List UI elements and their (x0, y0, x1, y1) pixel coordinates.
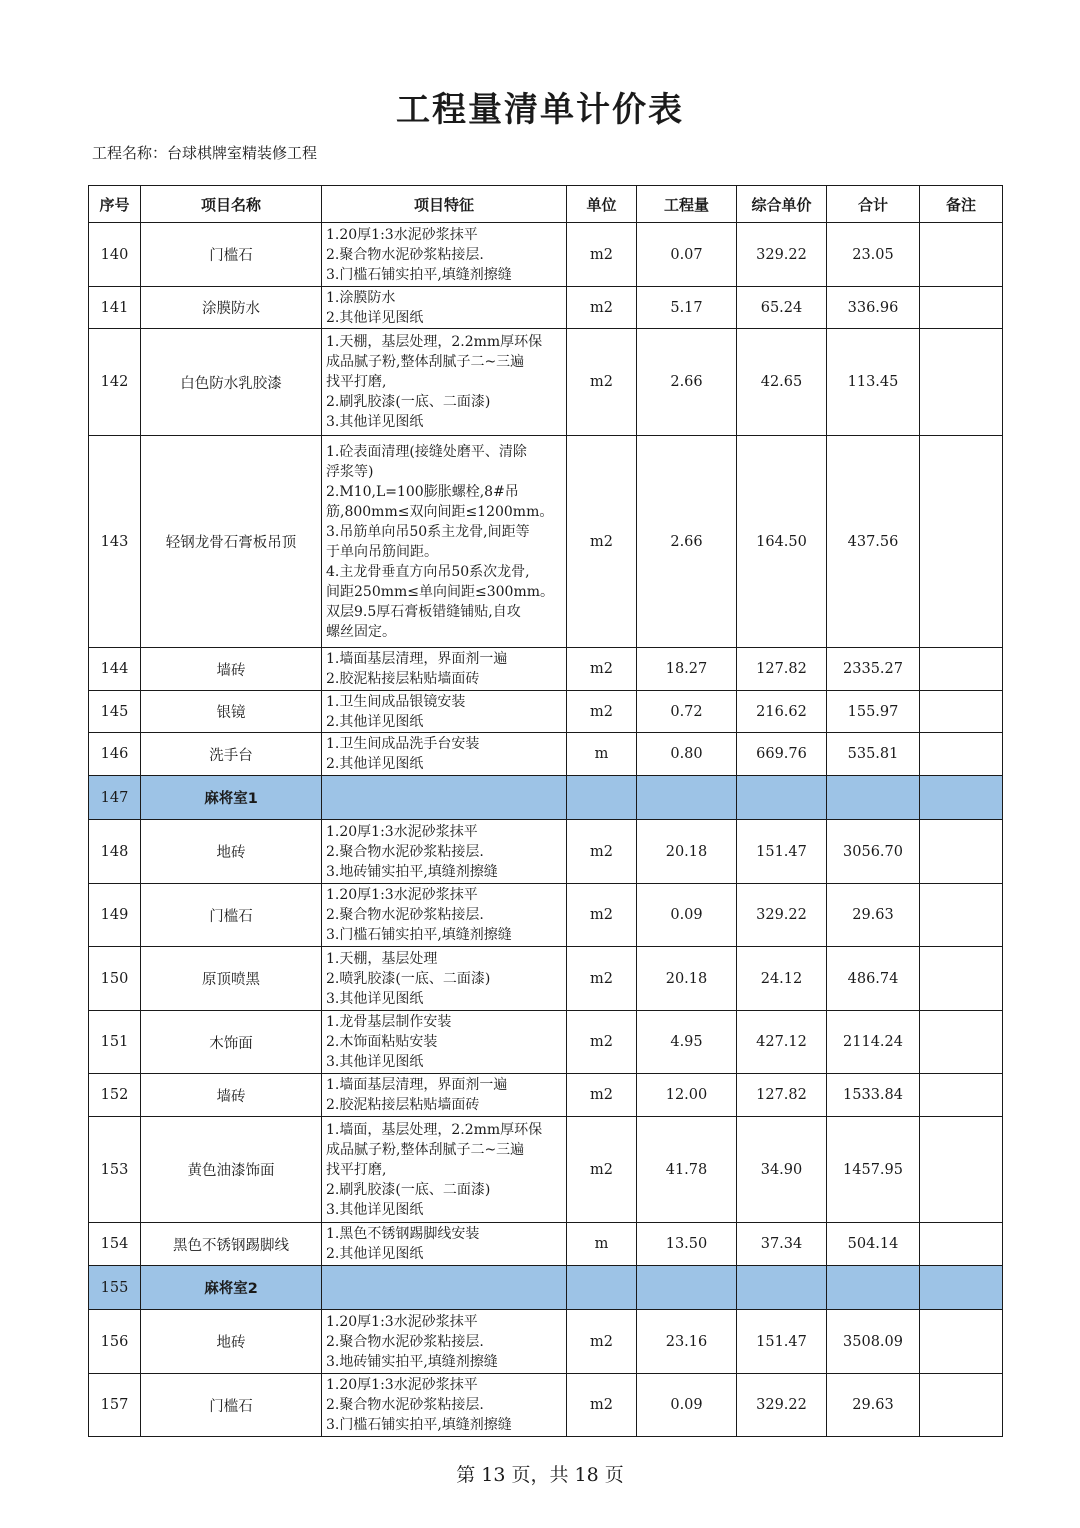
cell-no: 145 (89, 691, 141, 733)
cell-note (920, 733, 1003, 776)
header-no: 序号 (89, 186, 141, 223)
header-features: 项目特征 (322, 186, 567, 223)
cell-note (920, 1266, 1003, 1310)
cell-price: 151.47 (737, 1310, 827, 1374)
cell-unit: m2 (567, 691, 637, 733)
table-row (89, 947, 1003, 1011)
cell-name: 木饰面 (141, 1011, 322, 1074)
table-row (89, 820, 1003, 884)
cell-unit: m2 (567, 884, 637, 947)
cell-features (322, 947, 567, 1011)
cell-unit: m2 (567, 820, 637, 884)
cell-name: 门槛石 (141, 1374, 322, 1437)
feature-line: 3.门槛石铺实拍平,填缝剂擦缝 (326, 927, 512, 943)
cell-features (322, 1310, 567, 1374)
cell-no: 155 (89, 1266, 141, 1310)
cell-unit: m (567, 1223, 637, 1266)
cell-features (322, 329, 567, 436)
feature-line: 成品腻子粉,整体刮腻子二~三遍 (326, 1141, 525, 1158)
feature-line: 3.吊筋单向吊50系主龙骨,间距等 (326, 523, 530, 540)
feature-line: 3.其他详见图纸 (326, 990, 424, 1007)
cell-name: 墙砖 (141, 1074, 322, 1117)
cell-qty (637, 776, 737, 820)
cell-features (322, 1011, 567, 1074)
cell-qty: 5.17 (637, 287, 737, 329)
cell-features (322, 1266, 567, 1310)
cell-no: 148 (89, 820, 141, 884)
cell-qty: 2.66 (637, 436, 737, 648)
table-body (89, 223, 1003, 1437)
feature-line: 3.门槛石铺实拍平,填缝剂擦缝 (326, 1417, 512, 1433)
cell-total: 3508.09 (827, 1310, 920, 1374)
cell-unit: m2 (567, 436, 637, 648)
feature-line: 2.聚合物水泥砂浆粘接层. (326, 843, 484, 860)
feature-line: 螺丝固定。 (326, 623, 396, 640)
cell-features (322, 436, 567, 648)
feature-line: 1.20厚1:3水泥砂浆抹平 (326, 1377, 478, 1393)
feature-line: 1.墙面基层清理，界面剂一遍 (326, 651, 508, 667)
cell-qty: 13.50 (637, 1223, 737, 1266)
cell-features (322, 820, 567, 884)
feature-line: 1.天棚，基层处理，2.2mm厚环保 (326, 334, 543, 350)
header-price: 综合单价 (737, 186, 827, 223)
cell-unit: m2 (567, 329, 637, 436)
cell-name: 洗手台 (141, 733, 322, 776)
feature-line: 3.地砖铺实拍平,填缝剂擦缝 (326, 863, 498, 880)
table-header-row (89, 186, 1003, 223)
feature-line: 1.砼表面清理(接缝处磨平、清除 (326, 443, 527, 460)
cell-unit: m2 (567, 223, 637, 287)
feature-line: 2.胶泥粘接层粘贴墙面砖 (326, 1097, 480, 1113)
cell-total: 336.96 (827, 287, 920, 329)
cell-price (737, 776, 827, 820)
header-name: 项目名称 (141, 186, 322, 223)
cell-price: 164.50 (737, 436, 827, 648)
cell-price: 65.24 (737, 287, 827, 329)
cell-no: 152 (89, 1074, 141, 1117)
cell-no: 144 (89, 648, 141, 691)
header-qty: 工程量 (637, 186, 737, 223)
cell-no: 142 (89, 329, 141, 436)
cell-qty: 0.09 (637, 884, 737, 947)
table-row (89, 884, 1003, 947)
feature-line: 1.20厚1:3水泥砂浆抹平 (326, 1313, 478, 1330)
table-row (89, 1074, 1003, 1117)
cell-note (920, 691, 1003, 733)
cell-price: 42.65 (737, 329, 827, 436)
cell-total (827, 1266, 920, 1310)
cell-note (920, 223, 1003, 287)
cell-total: 23.05 (827, 223, 920, 287)
cell-no: 146 (89, 733, 141, 776)
cell-total: 535.81 (827, 733, 920, 776)
cell-total: 504.14 (827, 1223, 920, 1266)
cell-qty: 2.66 (637, 329, 737, 436)
cell-features (322, 691, 567, 733)
cell-qty: 0.09 (637, 1374, 737, 1437)
table-row (89, 691, 1003, 733)
cell-features (322, 648, 567, 691)
cell-name: 门槛石 (141, 884, 322, 947)
cell-unit: m2 (567, 648, 637, 691)
cell-name: 麻将室2 (141, 1266, 322, 1310)
page-title: 工程量清单计价表 (396, 90, 684, 130)
table-row (89, 1117, 1003, 1223)
cell-price: 329.22 (737, 223, 827, 287)
table-row (89, 733, 1003, 776)
cell-unit: m2 (567, 1117, 637, 1223)
cell-note (920, 1011, 1003, 1074)
cell-note (920, 648, 1003, 691)
cell-name: 地砖 (141, 1310, 322, 1374)
cell-qty: 18.27 (637, 648, 737, 691)
cell-unit: m2 (567, 287, 637, 329)
feature-line: 1.卫生间成品洗手台安装 (326, 736, 480, 752)
cell-no: 151 (89, 1011, 141, 1074)
cell-total: 1533.84 (827, 1074, 920, 1117)
feature-line: 浮浆等) (326, 463, 374, 480)
table-row (89, 1011, 1003, 1074)
cell-qty: 4.95 (637, 1011, 737, 1074)
cell-no: 141 (89, 287, 141, 329)
cell-total: 113.45 (827, 329, 920, 436)
feature-line: 4.主龙骨垂直方向吊50系次龙骨, (326, 563, 530, 580)
feature-line: 于单向吊筋间距。 (326, 543, 438, 560)
cell-price: 24.12 (737, 947, 827, 1011)
table-row (89, 436, 1003, 648)
cell-name: 黑色不锈钢踢脚线 (141, 1223, 322, 1266)
cell-price: 37.34 (737, 1223, 827, 1266)
feature-line: 1.20厚1:3水泥砂浆抹平 (326, 887, 478, 903)
table-row (89, 329, 1003, 436)
feature-line: 3.其他详见图纸 (326, 1201, 424, 1218)
bill-of-quantities-table (88, 185, 1003, 1437)
cell-total: 155.97 (827, 691, 920, 733)
cell-total: 1457.95 (827, 1117, 920, 1223)
cell-price: 216.62 (737, 691, 827, 733)
cell-note (920, 1310, 1003, 1374)
feature-line: 2.聚合物水泥砂浆粘接层. (326, 907, 484, 923)
cell-note (920, 1117, 1003, 1223)
feature-line: 3.地砖铺实拍平,填缝剂擦缝 (326, 1353, 498, 1370)
cell-name: 银镜 (141, 691, 322, 733)
cell-total: 486.74 (827, 947, 920, 1011)
cell-no: 150 (89, 947, 141, 1011)
cell-qty (637, 1266, 737, 1310)
cell-no: 157 (89, 1374, 141, 1437)
table-row (89, 648, 1003, 691)
cell-name: 门槛石 (141, 223, 322, 287)
feature-line: 2.聚合物水泥砂浆粘接层. (326, 1333, 484, 1350)
cell-features (322, 733, 567, 776)
cell-features (322, 1374, 567, 1437)
cell-qty: 12.00 (637, 1074, 737, 1117)
cell-price: 329.22 (737, 884, 827, 947)
table-row (89, 1310, 1003, 1374)
feature-line: 2.其他详见图纸 (326, 1246, 424, 1262)
cell-unit: m2 (567, 1011, 637, 1074)
feature-line: 1.20厚1:3水泥砂浆抹平 (326, 823, 478, 840)
feature-line: 2.胶泥粘接层粘贴墙面砖 (326, 671, 480, 687)
feature-line: 2.喷乳胶漆(一底、二面漆) (326, 970, 491, 987)
feature-line: 1.墙面基层清理，界面剂一遍 (326, 1077, 508, 1093)
cell-note (920, 287, 1003, 329)
cell-name: 白色防水乳胶漆 (141, 329, 322, 436)
feature-line: 2.聚合物水泥砂浆粘接层. (326, 246, 484, 263)
cell-note (920, 776, 1003, 820)
cell-features (322, 1117, 567, 1223)
feature-line: 间距250mm≤单向间距≤300mm。 (326, 583, 555, 600)
feature-line: 1.墙面，基层处理，2.2mm厚环保 (326, 1121, 543, 1138)
feature-line: 2.刷乳胶漆(一底、二面漆) (326, 394, 491, 410)
section-row (89, 776, 1003, 820)
cell-features (322, 884, 567, 947)
feature-line: 1.龙骨基层制作安装 (326, 1014, 452, 1030)
cell-name: 轻钢龙骨石膏板吊顶 (141, 436, 322, 648)
cell-unit: m2 (567, 1074, 637, 1117)
cell-price: 127.82 (737, 1074, 827, 1117)
feature-line: 2.木饰面粘贴安装 (326, 1034, 438, 1050)
cell-name: 麻将室1 (141, 776, 322, 820)
table-row (89, 223, 1003, 287)
cell-qty: 0.80 (637, 733, 737, 776)
cell-name: 墙砖 (141, 648, 322, 691)
header-unit: 单位 (567, 186, 637, 223)
feature-line: 2.刷乳胶漆(一底、二面漆) (326, 1181, 491, 1198)
cell-note (920, 884, 1003, 947)
cell-unit: m2 (567, 1310, 637, 1374)
cell-name: 黄色油漆饰面 (141, 1117, 322, 1223)
cell-features (322, 776, 567, 820)
cell-total: 437.56 (827, 436, 920, 648)
cell-features (322, 1074, 567, 1117)
header-total: 合计 (827, 186, 920, 223)
cell-no: 154 (89, 1223, 141, 1266)
page-footer: 第 13 页，共 18 页 (456, 1464, 624, 1486)
cell-note (920, 436, 1003, 648)
cell-note (920, 947, 1003, 1011)
feature-line: 3.其他详见图纸 (326, 1054, 424, 1070)
cell-unit: m2 (567, 947, 637, 1011)
cell-total: 29.63 (827, 1374, 920, 1437)
feature-line: 2.其他详见图纸 (326, 309, 424, 326)
cell-note (920, 1374, 1003, 1437)
cell-qty: 20.18 (637, 947, 737, 1011)
feature-line: 筋,800mm≤双向间距≤1200mm。 (326, 503, 554, 520)
table-row (89, 287, 1003, 329)
feature-line: 2.其他详见图纸 (326, 756, 424, 772)
cell-total: 2114.24 (827, 1011, 920, 1074)
cell-features (322, 1223, 567, 1266)
cell-note (920, 1223, 1003, 1266)
feature-line: 成品腻子粉,整体刮腻子二~三遍 (326, 354, 525, 370)
cell-no: 153 (89, 1117, 141, 1223)
cell-unit (567, 1266, 637, 1310)
cell-price: 151.47 (737, 820, 827, 884)
feature-line: 1.天棚，基层处理 (326, 950, 438, 967)
table-row (89, 1223, 1003, 1266)
cell-name: 原顶喷黑 (141, 947, 322, 1011)
cell-name: 地砖 (141, 820, 322, 884)
feature-line: 3.其他详见图纸 (326, 414, 424, 430)
cell-qty: 20.18 (637, 820, 737, 884)
feature-line: 双层9.5厚石膏板错缝铺贴,自攻 (326, 603, 521, 620)
feature-line: 1.20厚1:3水泥砂浆抹平 (326, 226, 478, 243)
cell-name: 涂膜防水 (141, 287, 322, 329)
cell-no: 140 (89, 223, 141, 287)
cell-qty: 41.78 (637, 1117, 737, 1223)
cell-price (737, 1266, 827, 1310)
cell-note (920, 1074, 1003, 1117)
table-row (89, 1374, 1003, 1437)
feature-line: 找平打磨, (326, 374, 387, 390)
feature-line: 2.M10,L=100膨胀螺栓,8#吊 (326, 483, 519, 500)
cell-unit: m2 (567, 1374, 637, 1437)
cell-no: 156 (89, 1310, 141, 1374)
cell-qty: 23.16 (637, 1310, 737, 1374)
header-note: 备注 (920, 186, 1003, 223)
cell-unit (567, 776, 637, 820)
cell-total: 3056.70 (827, 820, 920, 884)
cell-no: 143 (89, 436, 141, 648)
cell-price: 34.90 (737, 1117, 827, 1223)
feature-line: 2.聚合物水泥砂浆粘接层. (326, 1397, 484, 1413)
cell-no: 147 (89, 776, 141, 820)
feature-line: 1.黑色不锈钢踢脚线安装 (326, 1226, 480, 1242)
cell-qty: 0.72 (637, 691, 737, 733)
cell-total: 29.63 (827, 884, 920, 947)
feature-line: 2.其他详见图纸 (326, 713, 424, 730)
feature-line: 1.涂膜防水 (326, 289, 396, 306)
cell-unit: m (567, 733, 637, 776)
project-name: 工程名称：台球棋牌室精装修工程 (92, 144, 318, 162)
cell-total (827, 776, 920, 820)
cell-qty: 0.07 (637, 223, 737, 287)
cell-features (322, 223, 567, 287)
feature-line: 找平打磨, (326, 1161, 387, 1178)
cell-total: 2335.27 (827, 648, 920, 691)
feature-line: 3.门槛石铺实拍平,填缝剂擦缝 (326, 266, 512, 283)
section-row (89, 1266, 1003, 1310)
feature-line: 1.卫生间成品银镜安装 (326, 693, 466, 710)
cell-no: 149 (89, 884, 141, 947)
cell-price: 329.22 (737, 1374, 827, 1437)
cell-note (920, 820, 1003, 884)
cell-features (322, 287, 567, 329)
cell-price: 127.82 (737, 648, 827, 691)
cell-price: 427.12 (737, 1011, 827, 1074)
cell-note (920, 329, 1003, 436)
cell-price: 669.76 (737, 733, 827, 776)
